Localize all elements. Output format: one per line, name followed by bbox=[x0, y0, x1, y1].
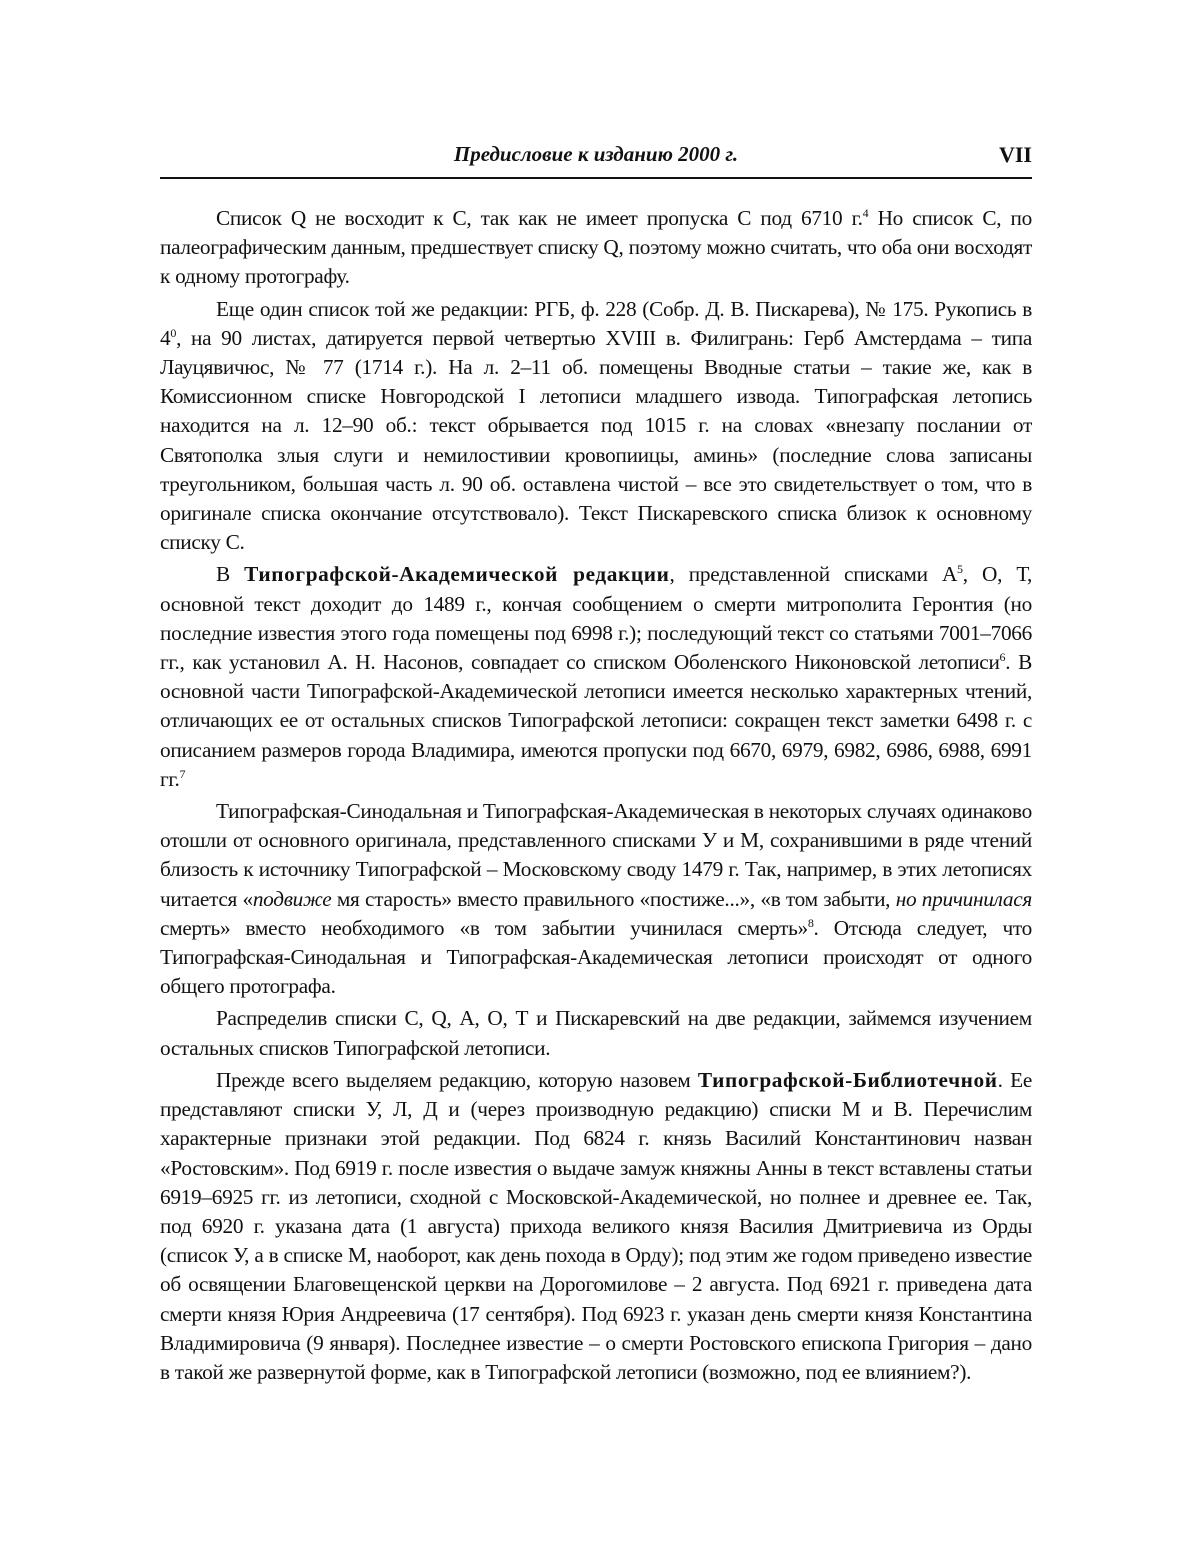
paragraph-6 bbox=[160, 1066, 1032, 1387]
text-run: , О, Т, основной текст доходит до 1489 г., кончая сообщением о смерти митрополита Геронтия (но последние известия этого года помещены под 6998 г.); последующий текст со статьями 7001–7066 гг., как установил А. Н. Насонов, совпадает со списком Оболенского Никоновской летописи bbox=[160, 562, 1032, 675]
text-run: Список Q не восходит к С, так как не имеет пропуска С под 6710 г. bbox=[216, 206, 863, 230]
text-run: , на 90 листах, датируется первой четвертью XVIII в. Филигрань: Герб Амстердама – типа Лауцявичюс, № 77 (1714 г.). На л. 2–11 об. помещены Вводные статьи – такие же, как в Комиссионном списке Новгородской I летописи младшего извода. Типографская летопись находится на л. 12–90 об.: текст обрывается под 1015 г. на словах «внезапу послании от Святополка злыя слуги и немилостивии кровопиицы, аминь» (последние слова записаны треугольником, большая часть л. 90 об. оставлена чистой – все это свидетельствует о том, что в оригинале списка окончание отсутствовало). Текст Пискаревского списка близок к основному списку С. bbox=[160, 325, 1032, 555]
paragraph-3 bbox=[160, 560, 1032, 794]
footnote-ref: 6 bbox=[999, 650, 1006, 665]
text-run: смерть» вместо необходимого «в том забытии учинилася смерть» bbox=[160, 915, 808, 940]
paragraph-5 bbox=[160, 1004, 1032, 1062]
footnote-ref: 4 bbox=[862, 206, 869, 220]
paragraph-1 bbox=[160, 204, 1032, 292]
text-run: , представленной списками А bbox=[669, 562, 958, 587]
text-run: Распределив списки С, Q, А, О, Т и Пискаревский на две редакции, займемся изучением остальных списков Типографской летописи. bbox=[160, 1006, 1032, 1060]
highlighted-term: Типографской-Библиотечной bbox=[697, 1067, 998, 1092]
italic-term: но причинилася bbox=[895, 886, 1032, 911]
highlighted-term: Типографской-Академической редакции bbox=[244, 562, 670, 587]
text-run: . Отсюда следует, что Типографская-Синодальная и Типографская-Академическая летописи происходят от одного общего протографа. bbox=[160, 915, 1032, 999]
text-run: мя старость» вместо правильного «постиже...», «в том забыти, bbox=[331, 886, 896, 911]
text-run: Прежде всего выделяем редакцию, которую назовем bbox=[216, 1067, 698, 1092]
header-rule bbox=[160, 177, 1032, 179]
running-title: Предисловие к изданию 2000 г. bbox=[453, 142, 739, 166]
footnote-ref: 7 bbox=[179, 766, 186, 781]
body-text bbox=[160, 204, 1032, 1390]
paragraph-2 bbox=[160, 295, 1032, 558]
page-number: VII bbox=[998, 142, 1032, 167]
footnote-ref: 8 bbox=[807, 915, 814, 930]
text-run: . Ее представляют списки У, Л, Д и (через производную редакцию) списки М и В. Перечислим характерные признаки этой редакции. Под 6824 г. князь Василий Константинович назван «Ростовским». Под 6919 г. после известия о выдаче замуж княжны Анны в текст вставлены статьи 6919–6925 гг. из летописи, сходной с Московской-Академической, но полнее и древнее ее. Так, под 6920 г. указана дата (1 августа) прихода великого князя Василия Дмитриевича из Орды (список У, а в списке М, наоборот, как день похода в Орду); под этим же годом приведено известие об освящении Благовещенской церкви на Дорогомилове – 2 августа. Под 6921 г. приведена дата смерти князя Юрия Андреевича (17 сентября). Под 6923 г. указан день смерти князя Константина Владимировича (9 января). Последнее известие – о смерти Ростовского епископа Григория – дано в такой же развернутой форме, как в Типографской летописи (возможно, под ее влиянием?). bbox=[160, 1067, 1032, 1384]
text-run: . В основной части Типографской-Академической летописи имеется несколько характерных чтений, отличающих ее от остальных списков Типографской летописи: сокращен текст заметки 6498 г. с описанием размеров города Владимира, имеются пропуски под 6670, 6979, 6982, 6986, 6988, 6991 гг. bbox=[160, 650, 1032, 791]
text-run: Но список С, по палеографическим данным, предшествует списку Q, поэтому можно считать, что оба они восходят к одному протографу. bbox=[160, 206, 1032, 289]
superscript-degree: 0 bbox=[170, 325, 177, 340]
running-head bbox=[160, 142, 1032, 176]
text-run: Еще один список той же редакции: РГБ, ф. 228 (Собр. Д. В. Пискарева), № 175. Рукопись в 4 bbox=[160, 296, 1032, 350]
text-run: Типографская-Синодальная и Типографская-Академическая в некоторых случаях одинаково отошли от основного оригинала, представленного списками У и М, сохранившими в ряде чтений близость к источнику Типографской – Московскому своду 1479 г. Так, например, в этих летописях читается « bbox=[160, 799, 1032, 911]
text-run: В bbox=[216, 562, 245, 587]
paragraph-4 bbox=[160, 797, 1032, 1001]
italic-term: подвиже bbox=[252, 886, 332, 911]
footnote-ref: 5 bbox=[957, 562, 963, 577]
